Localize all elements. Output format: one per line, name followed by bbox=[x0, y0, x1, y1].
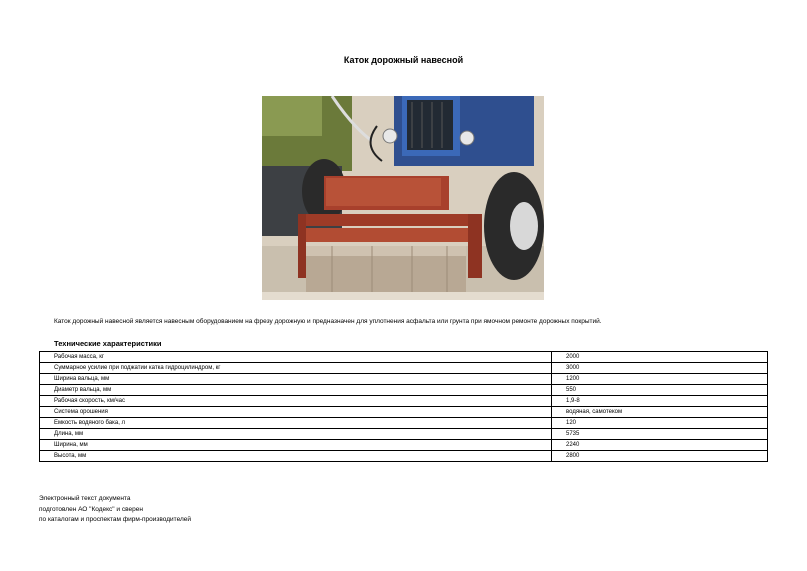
spec-value: 550 bbox=[552, 385, 768, 396]
table-row bbox=[40, 407, 768, 418]
spec-value: 1200 bbox=[552, 374, 768, 385]
table-row bbox=[40, 418, 768, 429]
spec-value: 2000 bbox=[552, 352, 768, 363]
spec-param: Рабочая масса, кг bbox=[40, 352, 552, 363]
spec-param: Высота, мм bbox=[40, 451, 552, 462]
table-row bbox=[40, 429, 768, 440]
footer-line: подготовлен АО "Кодекс" и сверен bbox=[39, 505, 143, 513]
spec-param: Емкость водяного бака, л bbox=[40, 418, 552, 429]
document-title: Каток дорожный навесной bbox=[343, 55, 464, 65]
spec-value: 2240 bbox=[552, 440, 768, 451]
spec-param: Система орошения bbox=[40, 407, 552, 418]
spec-param: Ширина вальца, мм bbox=[40, 374, 552, 385]
specs-table bbox=[39, 351, 768, 462]
spec-value: 5735 bbox=[552, 429, 768, 440]
spec-value: водяная, самотеком bbox=[552, 407, 768, 418]
table-row bbox=[40, 451, 768, 462]
specs-heading: Технические характеристики bbox=[54, 339, 162, 348]
spec-value: 120 bbox=[552, 418, 768, 429]
spec-param: Суммарное усилие при поджатии катка гидроцилиндром, кг bbox=[40, 363, 552, 374]
spec-param: Длина, мм bbox=[40, 429, 552, 440]
spec-param: Диаметр вальца, мм bbox=[40, 385, 552, 396]
table-row bbox=[40, 363, 768, 374]
table-row bbox=[40, 385, 768, 396]
table-row bbox=[40, 352, 768, 363]
spec-value: 1,9-8 bbox=[552, 396, 768, 407]
spec-value: 2800 bbox=[552, 451, 768, 462]
spec-value: 3000 bbox=[552, 363, 768, 374]
footer-line: Электронный текст документа bbox=[39, 495, 131, 502]
roller-photo-image bbox=[262, 96, 544, 300]
footer-line: по каталогам и проспектам фирм-производителей bbox=[39, 516, 192, 523]
spec-param: Ширина, мм bbox=[40, 440, 552, 451]
table-row bbox=[40, 440, 768, 451]
spec-param: Рабочая скорость, км/час bbox=[40, 396, 552, 407]
roller-photo bbox=[262, 96, 544, 300]
document-footer bbox=[39, 494, 191, 526]
document-description: Каток дорожный навесной является навесным оборудованием на фрезу дорожную и предназначен для уплотнения асфальта или грунта при ямочном ремонте дорожных покрытий. bbox=[54, 318, 602, 325]
table-row bbox=[40, 374, 768, 385]
table-row bbox=[40, 396, 768, 407]
